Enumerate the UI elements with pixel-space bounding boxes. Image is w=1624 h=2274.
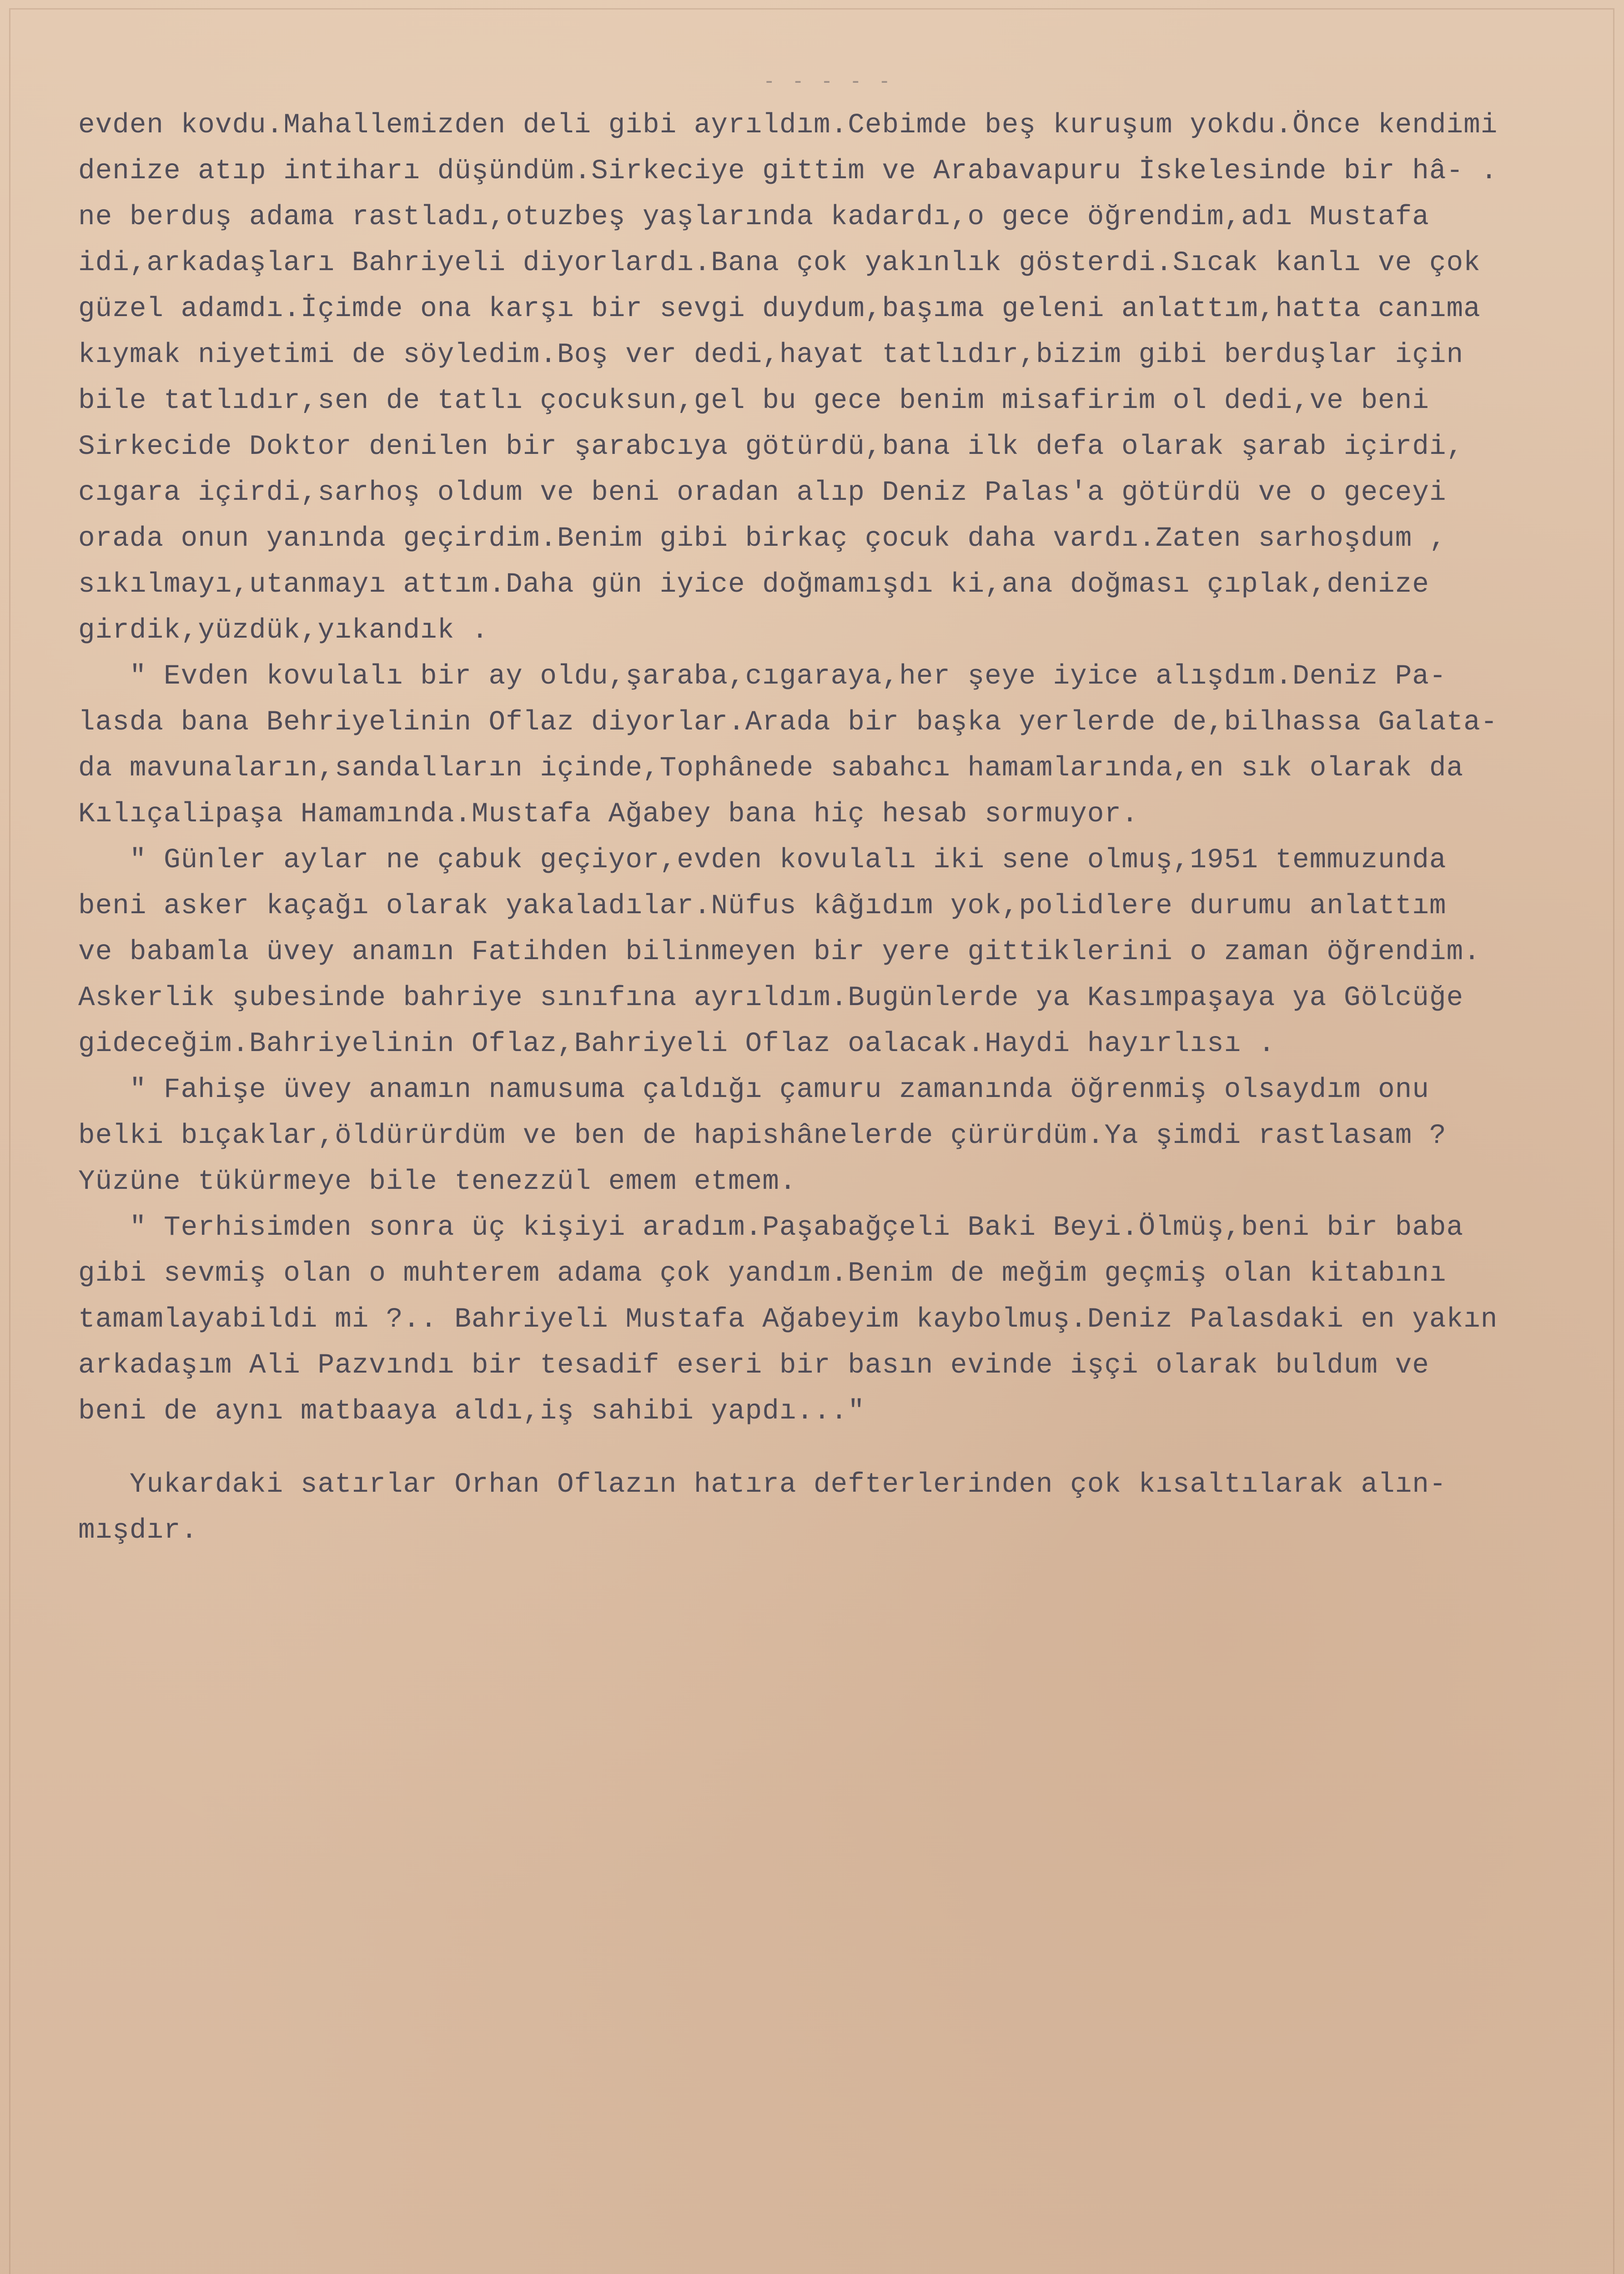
text-line: gideceğim.Bahriyelinin Oflaz,Bahriyeli Oflaz oalacak.Haydi hayırlısı . [78, 1028, 1276, 1060]
text-line: " Terhisimden sonra üç kişiyi aradım.Paşabağçeli Baki Beyi.Ölmüş,beni bir baba [78, 1212, 1464, 1243]
text-line: bile tatlıdır,sen de tatlı çocuksun,gel bu gece benim misafirim ol dedi,ve beni [78, 385, 1429, 417]
text-line: güzel adamdı.İçimde ona karşı bir sevgi duydum,başıma geleni anlattım,hatta canıma [78, 293, 1481, 325]
text-line: Sirkecide Doktor denilen bir şarabcıya götürdü,bana ilk defa olarak şarab içirdi, [78, 431, 1464, 463]
text-line: tamamlayabildi mi ?.. Bahriyeli Mustafa Ağabeyim kaybolmuş.Deniz Palasdaki en yakın [78, 1304, 1498, 1335]
text-line: Yüzüne tükürmeye bile tenezzül emem etmem. [78, 1166, 797, 1197]
text-line: orada onun yanında geçirdim.Benim gibi birkaç çocuk daha vardı.Zaten sarhoşdum , [78, 523, 1447, 554]
text-line: gibi sevmiş olan o muhterem adama çok yandım.Benim de meğim geçmiş olan kitabını [78, 1258, 1447, 1289]
text-line: mışdır. [78, 1515, 198, 1546]
text-line: " Günler aylar ne çabuk geçiyor,evden kovulalı iki sene olmuş,1951 temmuzunda [78, 845, 1447, 876]
text-line: beni asker kaçağı olarak yakaladılar.Nüfus kâğıdım yok,polidlere durumu anlattım [78, 890, 1447, 922]
text-line: sıkılmayı,utanmayı attım.Daha gün iyice doğmamışdı ki,ana doğması çıplak,denize [78, 569, 1429, 600]
body-text [78, 102, 1615, 1554]
text-line: ne berduş adama rastladı,otuzbeş yaşlarında kadardı,o gece öğrendim,adı Mustafa [78, 201, 1429, 233]
text-line: denize atıp intiharı düşündüm.Sirkeciye gittim ve Arabavapuru İskelesinde bir hâ- . [78, 156, 1498, 187]
text-line: evden kovdu.Mahallemizden deli gibi ayrıldım.Cebimde beş kuruşum yokdu.Önce kendimi [78, 110, 1498, 141]
text-line: ve babamla üvey anamın Fatihden bilinmeyen bir yere gittiklerini o zaman öğrendim. [78, 936, 1481, 968]
text-line: " Evden kovulalı bir ay oldu,şaraba,cıgaraya,her şeye iyice alışdım.Deniz Pa- [78, 661, 1447, 692]
text-line: Askerlik şubesinde bahriye sınıfına ayrıldım.Bugünlerde ya Kasımpaşaya ya Gölcüğe [78, 982, 1464, 1014]
page-header-mark: - - - - - [763, 68, 893, 93]
text-line: lasda bana Behriyelinin Oflaz diyorlar.Arada bir başka yerlerde de,bilhassa Galata- [78, 707, 1498, 738]
text-line: beni de aynı matbaaya aldı,iş sahibi yapdı..." [78, 1396, 865, 1427]
text-line: arkadaşım Ali Pazvındı bir tesadif eseri bir basın evinde işçi olarak buldum ve [78, 1350, 1429, 1381]
text-line: cıgara içirdi,sarhoş oldum ve beni oradan alıp Deniz Palas'a götürdü ve o geceyi [78, 477, 1447, 508]
text-line: Yukardaki satırlar Orhan Oflazın hatıra defterlerinden çok kısaltılarak alın- [78, 1469, 1447, 1500]
text-line: idi,arkadaşları Bahriyeli diyorlardı.Bana çok yakınlık gösterdi.Sıcak kanlı ve çok [78, 247, 1481, 279]
text-line: Kılıçalipaşa Hamamında.Mustafa Ağabey bana hiç hesab sormuyor. [78, 799, 1139, 830]
text-line: kıymak niyetimi de söyledim.Boş ver dedi,hayat tatlıdır,bizim gibi berduşlar için [78, 339, 1464, 371]
text-line: belki bıçaklar,öldürürdüm ve ben de hapishânelerde çürürdüm.Ya şimdi rastlasam ? [78, 1120, 1447, 1152]
text-line: " Fahişe üvey anamın namusuma çaldığı çamuru zamanında öğrenmiş olsaydım onu [78, 1074, 1429, 1106]
text-line: da mavunaların,sandalların içinde,Tophânede sabahcı hamamlarında,en sık olarak da [78, 753, 1464, 784]
text-line: girdik,yüzdük,yıkandık . [78, 615, 489, 646]
blank-line [78, 1434, 1615, 1462]
